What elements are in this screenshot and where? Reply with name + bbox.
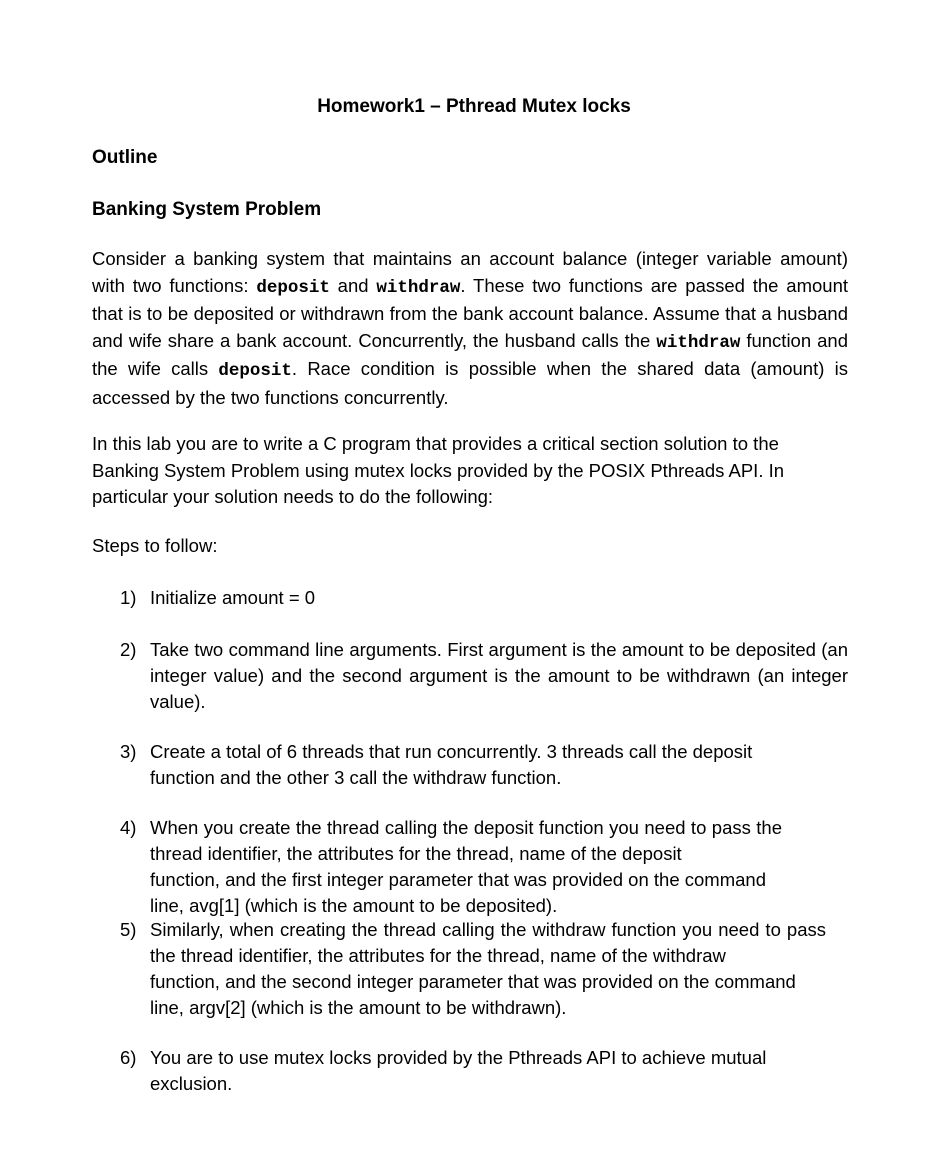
step-number: 4) [120, 817, 137, 838]
code-deposit: deposit [256, 277, 330, 298]
code-deposit-2: deposit [218, 361, 292, 382]
step-item [120, 917, 848, 1021]
step-line: Create a total of 6 threads that run concurrently. 3 threads call the deposit [150, 741, 753, 762]
outline-heading: Outline [92, 147, 158, 168]
step-line: function, and the first integer parameter that was provided on the command [150, 869, 766, 890]
step-text [150, 1045, 848, 1097]
step-item [120, 815, 848, 919]
step-line: line, avg[1] (which is the amount to be deposited). [150, 895, 558, 916]
intro-and: and [329, 274, 377, 296]
step-item [120, 585, 848, 611]
step-item [120, 739, 848, 791]
step-text [150, 917, 826, 1021]
intro-text-1: Consider a banking system that maintains an account balance (integer variable amount) with two functions: [92, 248, 848, 296]
step-number: 2) [120, 639, 137, 660]
step-text [150, 739, 848, 791]
step-text [150, 815, 782, 919]
step-line: exclusion. [150, 1073, 233, 1094]
step-line: You are to use mutex locks provided by the Pthreads API to achieve mutual [150, 1047, 767, 1068]
step-number: 3) [120, 741, 137, 762]
intro-text-4: . Race condition is possible when the shared data (amount) is accessed by the two functions concurrently. [92, 358, 849, 408]
steps-heading: Steps to follow: [92, 535, 218, 556]
problem-heading: Banking System Problem [92, 199, 322, 220]
step-item [120, 1045, 848, 1097]
code-withdraw: withdraw [376, 277, 461, 298]
intro-text-2: . These two functions are passed the amount that is to be deposited or withdrawn from the bank account balance. Assume that a husband and wife share a bank account. Concurrently, the husband calls the [92, 274, 849, 351]
intro-text-3: function and the wife calls [92, 329, 848, 380]
page-title: Homework1 – Pthread Mutex locks [317, 96, 631, 117]
step-text: Initialize amount = 0 [150, 587, 316, 608]
step-text: Take two command line arguments. First argument is the amount to be deposited (an integer value) and the second argument is the amount to be withdrawn (an integer value). [150, 639, 848, 712]
code-withdraw-2: withdraw [656, 332, 741, 353]
step-line: line, argv[2] (which is the amount to be withdrawn). [150, 997, 567, 1018]
lab-line: particular your solution needs to do the following: [92, 486, 494, 508]
intro-paragraph [92, 246, 848, 412]
step-line: function and the other 3 call the withdraw function. [150, 767, 562, 788]
step-line: When you create the thread calling the deposit function you need to pass the thread identifier, the attributes for the thread, name of the deposit [150, 817, 782, 864]
lab-line: Banking System Problem using mutex locks provided by the POSIX Pthreads API. In [92, 459, 785, 481]
step-number: 1) [120, 587, 137, 608]
lab-line: In this lab you are to write a C program that provides a critical section solution to the [92, 433, 779, 454]
step-line: Similarly, when creating the thread calling the withdraw function you need to pass the thread identifier, the attributes for the thread, name of the withdraw [150, 919, 826, 966]
step-number: 6) [120, 1047, 137, 1068]
step-line: function, and the second integer parameter that was provided on the command [150, 971, 796, 992]
lab-paragraph [92, 431, 848, 511]
step-number: 5) [120, 919, 137, 940]
step-item [120, 637, 848, 715]
